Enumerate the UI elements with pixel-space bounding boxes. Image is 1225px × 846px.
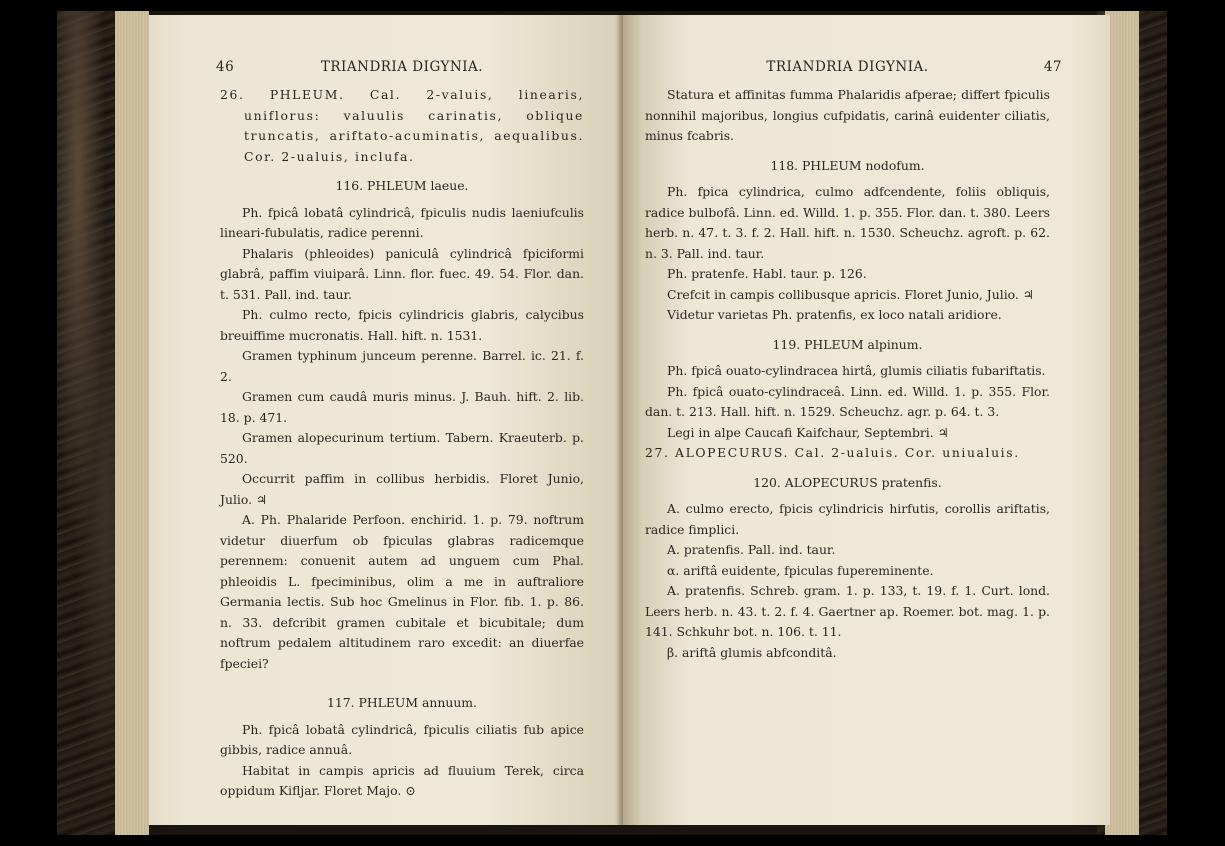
species-heading: 120. ALOPECURUS pratenfis. (753, 474, 942, 490)
left-page-header (216, 59, 584, 85)
paragraph: A. pratenfis. Pall. ind. taur. (667, 542, 836, 557)
paragraph: Statura et affinitas fumma Phalaridis afperae; differt fpiculis nonnihil majoribus, longius cufpidatis, carinâ euidenter ciliatis, minus fcabris. (645, 87, 1050, 143)
paragraph: Ph. fpicâ ouato-cylindraceâ. Linn. ed. Willd. 1. p. 355. Flor. dan. t. 213. Hall. hift. n. 1529. Scheuchz. agr. p. 64. t. 3. (645, 383, 1050, 419)
species-heading: 119. PHLEUM alpinum. (772, 336, 923, 352)
page-edges-right (1105, 11, 1139, 835)
species-heading: 118. PHLEUM nodofum. (770, 157, 925, 173)
paragraph: Ph. fpica cylindrica, culmo adfcendente, foliis obliquis, radice bulbofâ. Linn. ed. Willd. 1. p. 355. Flor. dan. t. 380. Leers herb. n. 47. t. 3. f. 2. Hall. hift. n. 1530. Scheuchz. agroft. p. 62. n. 3. Pall. ind. taur. (645, 184, 1050, 261)
paragraph: Ph. fpicâ lobatâ cylindricâ, fpiculis nudis laeniufculis lineari-fubulatis, radice perenni. (220, 204, 584, 240)
paragraph: Ph. fpicâ ouato-cylindracea hirtâ, glumis ciliatis fubariftatis. (667, 363, 1046, 378)
paragraph: Gramen typhinum junceum perenne. Barrel. ic. 21. f. 2. (220, 348, 584, 384)
left-page (149, 15, 628, 825)
paragraph: α. ariftâ euidente, fpiculas fupereminente. (667, 562, 934, 578)
paragraph: Videtur varietas Ph. pratenfis, ex loco natali aridiore. (667, 307, 1002, 322)
species-heading: 116. PHLEUM laeue. (335, 178, 469, 193)
genus-description: 27. ALOPECURUS. Cal. 2-ualuis. Cor. uniualuis. (645, 445, 1020, 460)
page-number: 46 (216, 59, 235, 75)
paragraph: Legi in alpe Caucafi Kaifchaur, Septembri. ♃ (667, 424, 949, 440)
paragraph: Phalaris (phleoides) paniculâ cylindricâ fpiciformi glabrâ, paffim viuiparâ. Linn. flor. fuec. 49. 54. Flor. dan. t. 531. Pall. ind. taur. (220, 245, 584, 302)
right-page-header (645, 59, 1062, 85)
running-title: TRIANDRIA DIGYNIA. (320, 59, 484, 75)
paragraph: Ph. culmo recto, fpicis cylindricis glabris, calycibus breuiffime mucronatis. Hall. hift. n. 1531. (220, 307, 584, 343)
paragraph: Ph. pratenfe. Habl. taur. p. 126. (667, 266, 867, 281)
running-title: TRIANDRIA DIGYNIA. (766, 59, 929, 75)
page-number: 47 (1043, 59, 1062, 75)
genus-description: 26. PHLEUM. Cal. 2-valuis, linearis, uniflorus: valuulis carinatis, oblique truncatis, ariftato-acuminatis, aequalibus. Cor. 2-ualuis, inclufa. (220, 87, 584, 164)
paragraph: Ph. fpicâ lobatâ cylindricâ, fpiculis ciliatis fub apice gibbis, radice annuâ. (220, 721, 584, 757)
paragraph: A. Ph. Phalaride Perfoon. enchirid. 1. p. 79. noftrum videtur diuerfum ob fpiculas glabras radicemque perennem: conuenit autem ad unguem cum Phal. phleoidis L. fpeciminibus, olim a me in auftraliore Germania lectis. Sub hoc Gmelinus in Flor. fib. 1. p. 86. n. 33. defcribit gramen cubitale et bicubitale; dum noftrum pedalem altitudinem raro excedit: an diuerfae fpeciei? (220, 512, 584, 671)
page-edges-left (115, 11, 149, 835)
species-heading: 117. PHLEUM annuum. (326, 695, 477, 710)
paragraph: Occurrit paffim in collibus herbidis. Floret Junio, Julio. ♃ (220, 471, 584, 507)
paragraph: Habitat in campis apricis ad fluuium Terek, circa oppidum Kifljar. Floret Majo. ⊙ (220, 762, 584, 798)
paragraph: β. ariftâ glumis abfconditâ. (667, 644, 837, 660)
paragraph: Gramen alopecurinum tertium. Tabern. Kraeuterb. p. 520. (220, 430, 584, 466)
paragraph: A. culmo erecto, fpicis cylindricis hirfutis, corollis ariftatis, radice fimplici. (645, 501, 1050, 537)
book-scan (57, 11, 1167, 835)
paragraph: A. pratenfis. Schreb. gram. 1. p. 133, t. 19. f. 1. Curt. lond. Leers herb. n. 43. t. 2. f. 4. Gaertner ap. Roemer. bot. mag. 1. p. 141. Schkuhr bot. n. 106. t. 11. (645, 583, 1050, 639)
paragraph: Gramen cum caudâ muris minus. J. Bauh. hift. 2. lib. 18. p. 471. (220, 389, 584, 425)
right-page (623, 15, 1110, 825)
paragraph: Crefcit in campis collibusque apricis. Floret Junio, Julio. ♃ (667, 286, 1034, 302)
